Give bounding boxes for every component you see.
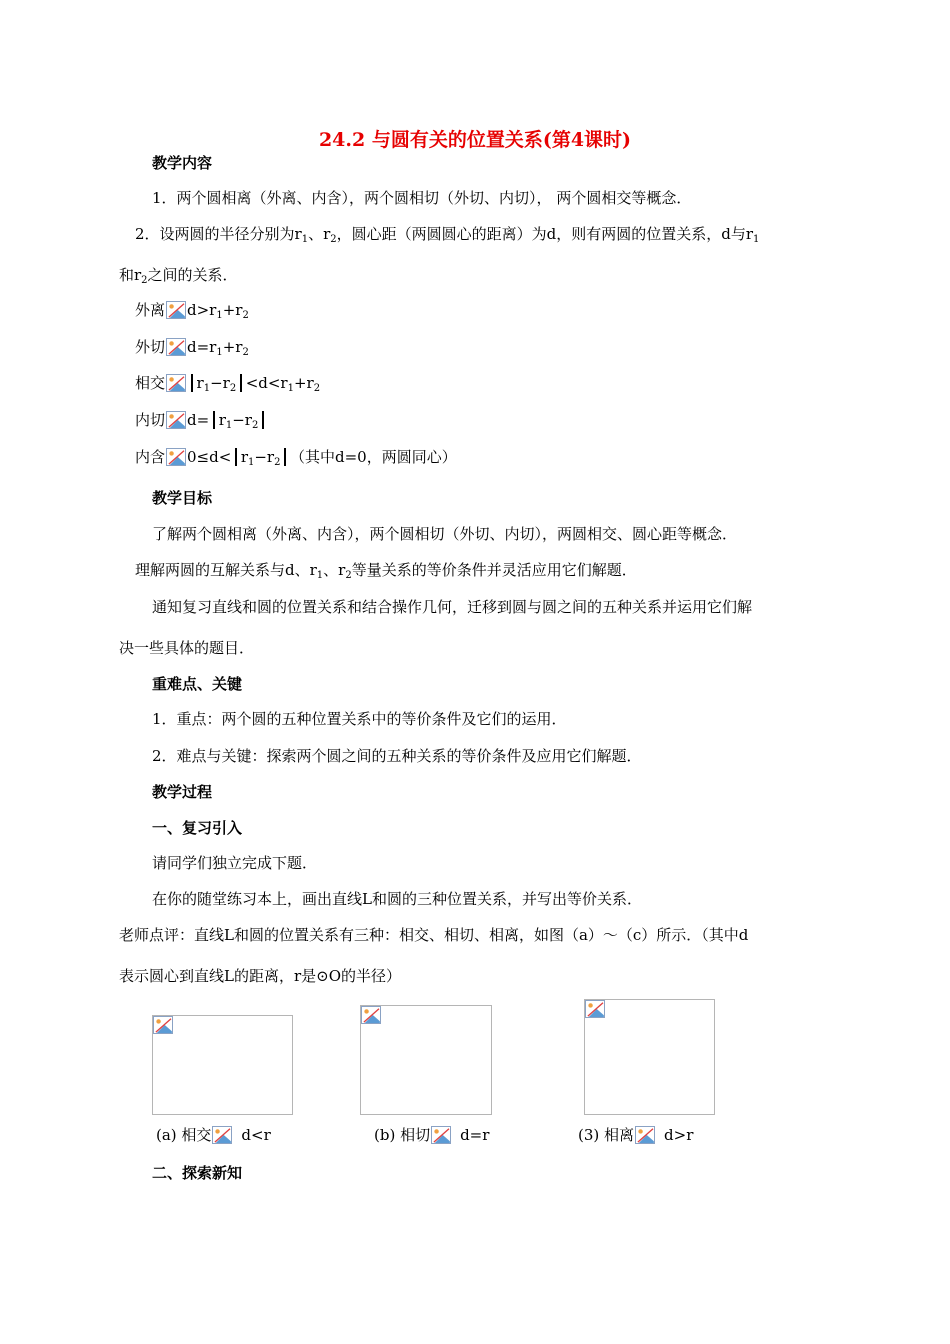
text: 、r: [308, 225, 331, 243]
heading-process: 教学过程: [152, 783, 213, 801]
subscript: 2: [229, 383, 237, 394]
paragraph-key-2: 2．难点与关键：探索两个圆之间的五种关系的等价条件及应用它们解题．: [152, 747, 642, 765]
relation-note: （其中d=0，两圆同心）: [289, 448, 457, 466]
subscript: 2: [251, 420, 259, 431]
subscript: 1: [316, 570, 324, 581]
abs-bar: [262, 411, 264, 429]
figure-a-placeholder: [152, 1015, 293, 1115]
figure-c-caption: [578, 1125, 693, 1145]
broken-image-icon: [166, 374, 186, 392]
paragraph-p3-cont: 表示圆心到直线L的距离，r是⊙O的半径）: [119, 967, 401, 985]
abs-bar: [284, 448, 286, 466]
relation-label: 外离: [135, 301, 166, 319]
subscript: 2: [274, 457, 281, 468]
relation-label: 内切: [135, 411, 166, 429]
text: r: [196, 374, 204, 392]
relation-expr: 0≤d<: [187, 448, 232, 466]
text: 理解两圆的互解关系与d、r: [135, 561, 317, 579]
subscript: 2: [141, 275, 148, 286]
text: −r: [254, 448, 275, 466]
subscript: 1: [301, 234, 309, 245]
broken-image-icon: [431, 1126, 451, 1144]
subscript: 1: [216, 310, 223, 321]
figure-b-caption: [374, 1125, 489, 1145]
relation-expr: d=: [187, 411, 210, 429]
subscript: 1: [247, 457, 255, 468]
heading-part-2: 二、探索新知: [152, 1164, 243, 1182]
broken-image-icon: [635, 1126, 655, 1144]
heading-key-points: 重难点、关键: [152, 675, 243, 693]
relation-expr: d>r: [187, 301, 217, 319]
relation-outer-tangent: [135, 337, 249, 357]
text: −r: [232, 411, 252, 429]
text: <d<r: [245, 374, 288, 392]
text: 和r: [119, 266, 142, 284]
caption-expr: d=r: [460, 1126, 490, 1144]
paragraph-goal-2: [135, 560, 637, 580]
relation-outer-separate: [135, 300, 249, 320]
paragraph-p2: 在你的随堂练习本上，画出直线L和圆的三种位置关系，并写出等价关系．: [152, 890, 642, 908]
relation-inner-tangent: [135, 410, 268, 430]
broken-image-icon: [361, 1006, 381, 1024]
figure-c-placeholder: [584, 999, 715, 1115]
paragraph-p1: 请同学们独立完成下题．: [152, 854, 318, 872]
paragraph-key-1: 1．重点：两个圆的五种位置关系中的等价条件及它们的运用．: [152, 710, 567, 728]
caption-expr: d>r: [664, 1126, 694, 1144]
heading-content: 教学内容: [152, 154, 213, 172]
paragraph-content-2-cont: [119, 265, 238, 285]
relation-label: 内含: [135, 448, 166, 466]
subscript: 2: [330, 234, 337, 245]
paragraph-goal-3-cont: 决一些具体的题目．: [119, 639, 255, 657]
relation-expr: d=r: [187, 338, 217, 356]
paragraph-content-1: 1．两个圆相离（外离、内含），两个圆相切（外切、内切）， 两个圆相交等概念．: [152, 189, 692, 207]
abs-bar: [191, 374, 193, 392]
broken-image-icon: [585, 1000, 605, 1018]
text: +r: [222, 301, 243, 319]
figure-b-placeholder: [360, 1005, 492, 1115]
subscript: 1: [287, 383, 294, 394]
subscript: 1: [216, 347, 223, 358]
broken-image-icon: [166, 301, 186, 319]
text: r: [218, 411, 226, 429]
heading-part-1: 一、复习引入: [152, 819, 243, 837]
broken-image-icon: [166, 448, 186, 466]
subscript: 1: [753, 234, 760, 245]
text: r: [240, 448, 248, 466]
text: 等量关系的等价条件并灵活应用它们解题．: [351, 561, 637, 579]
relation-contain: [135, 447, 457, 467]
relation-intersect: [135, 373, 320, 393]
caption-label: (3) 相离: [578, 1126, 635, 1144]
text: 之间的关系．: [147, 266, 238, 284]
subscript: 2: [242, 310, 249, 321]
text: −r: [210, 374, 230, 392]
abs-bar: [235, 448, 237, 466]
text: +r: [293, 374, 314, 392]
paragraph-goal-1: 了解两个圆相离（外离、内含），两个圆相切（外切、内切），两圆相交、圆心距等概念．: [152, 525, 738, 543]
heading-goals: 教学目标: [152, 489, 213, 507]
broken-image-icon: [153, 1016, 173, 1034]
abs-bar: [213, 411, 215, 429]
caption-label: (b) 相切: [374, 1126, 431, 1144]
figure-a-caption: [156, 1125, 271, 1145]
relation-label: 相交: [135, 374, 166, 392]
paragraph-content-2: [135, 224, 759, 244]
text: ，圆心距（两圆圆心的距离）为d，则有两圆的位置关系，d与r: [336, 225, 754, 243]
broken-image-icon: [166, 338, 186, 356]
text: 、r: [323, 561, 346, 579]
text: +r: [222, 338, 243, 356]
subscript: 1: [225, 420, 233, 431]
broken-image-icon: [212, 1126, 232, 1144]
document-title: 24.2 与圆有关的位置关系(第4课时): [318, 129, 632, 151]
subscript: 2: [242, 347, 249, 358]
caption-expr: d<r: [241, 1126, 271, 1144]
subscript: 1: [203, 383, 211, 394]
subscript: 2: [313, 383, 321, 394]
text: 2．设两圆的半径分别为r: [135, 225, 302, 243]
paragraph-goal-3: 通知复习直线和圆的位置关系和结合操作几何，迁移到圆与圆之间的五种关系并运用它们解: [152, 598, 753, 616]
subscript: 2: [345, 570, 352, 581]
abs-bar: [240, 374, 242, 392]
paragraph-p3: 老师点评：直线L和圆的位置关系有三种：相交、相切、相离，如图（a）～（c）所示．（其中d: [119, 926, 749, 944]
relation-label: 外切: [135, 338, 166, 356]
caption-label: (a) 相交: [156, 1126, 212, 1144]
broken-image-icon: [166, 411, 186, 429]
